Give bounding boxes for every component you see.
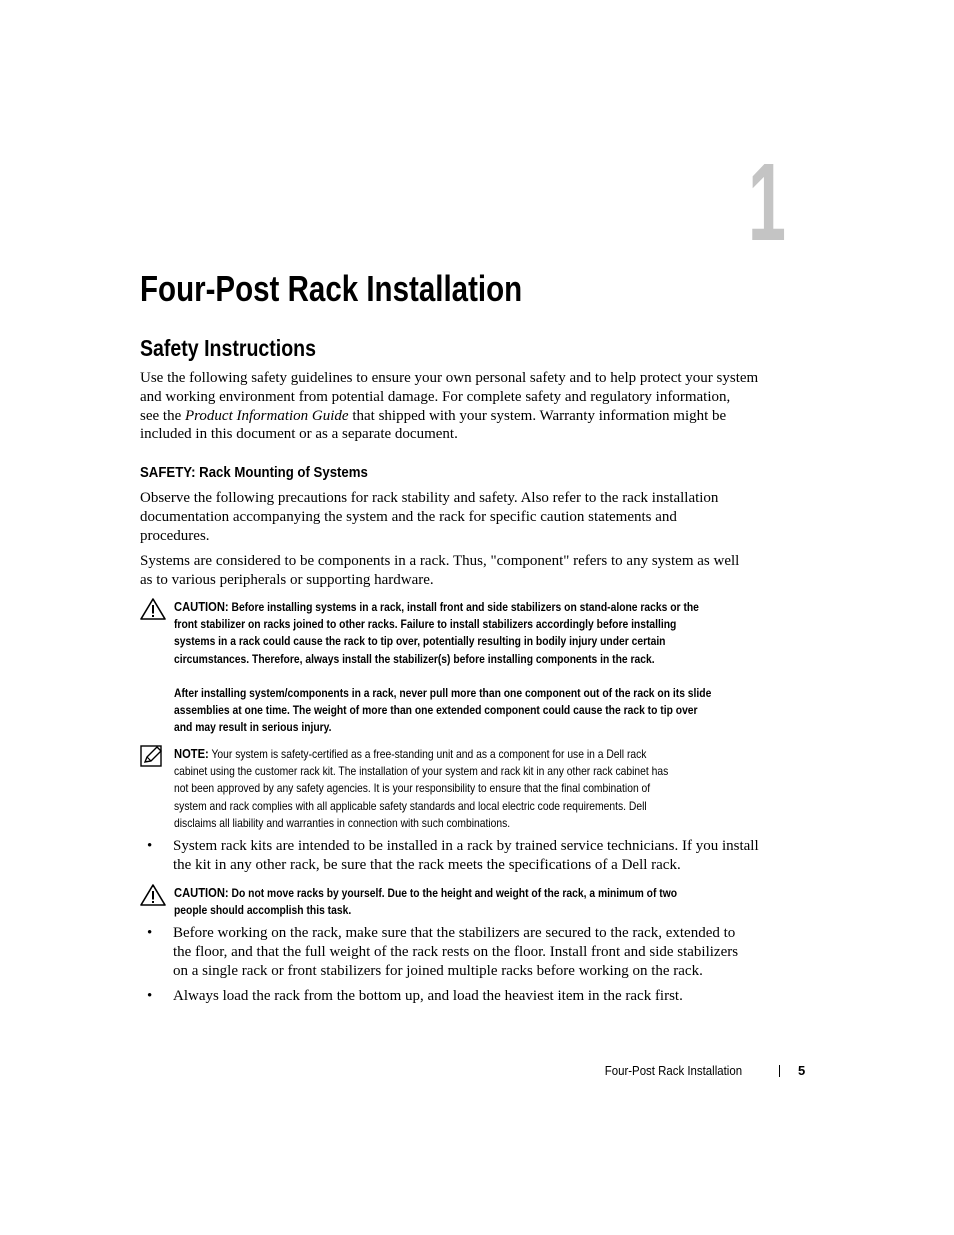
- chapter-number: 1: [748, 141, 786, 264]
- caution-label: CAUTION:: [174, 885, 229, 900]
- subsection-title: SAFETY: Rack Mounting of Systems: [140, 464, 368, 481]
- warning-triangle-icon: [140, 884, 166, 911]
- bullet-symbol: •: [147, 988, 153, 1004]
- section-title: Safety Instructions: [140, 335, 316, 361]
- caution-label: CAUTION:: [174, 599, 229, 614]
- product-information-guide-ref: Product Information Guide: [184, 407, 349, 424]
- page-footer: [540, 1062, 810, 1080]
- components-paragraph: Systems are considered to be components in a rack. Thus, "component" refers to any system as well as to various peripherals or supporting hardware.: [140, 553, 740, 588]
- bullet-symbol: •: [147, 925, 153, 941]
- pencil-note-icon: [140, 745, 164, 772]
- bullet-symbol: •: [147, 838, 153, 854]
- precautions-paragraph: Observe the following precautions for rack stability and safety. Also refer to the rack installation documentation accompanying the system and the rack for specific caution statements and procedures.: [140, 490, 719, 544]
- warning-triangle-icon: [140, 598, 166, 625]
- page-number: 5: [798, 1063, 806, 1078]
- footer-divider: [779, 1065, 780, 1077]
- footer-title: Four-Post Rack Installation: [604, 1063, 742, 1078]
- intro-paragraph: Use the following safety guidelines to ensure your own personal safety and to help protect your system and working environment from potential damage. For complete safety and regulatory information, see the Product Information Guide that shipped with your system. Warranty information might be included in this document or as a separate document.: [140, 370, 759, 443]
- note-label: NOTE:: [174, 746, 209, 761]
- chapter-title: Four-Post Rack Installation: [140, 268, 523, 309]
